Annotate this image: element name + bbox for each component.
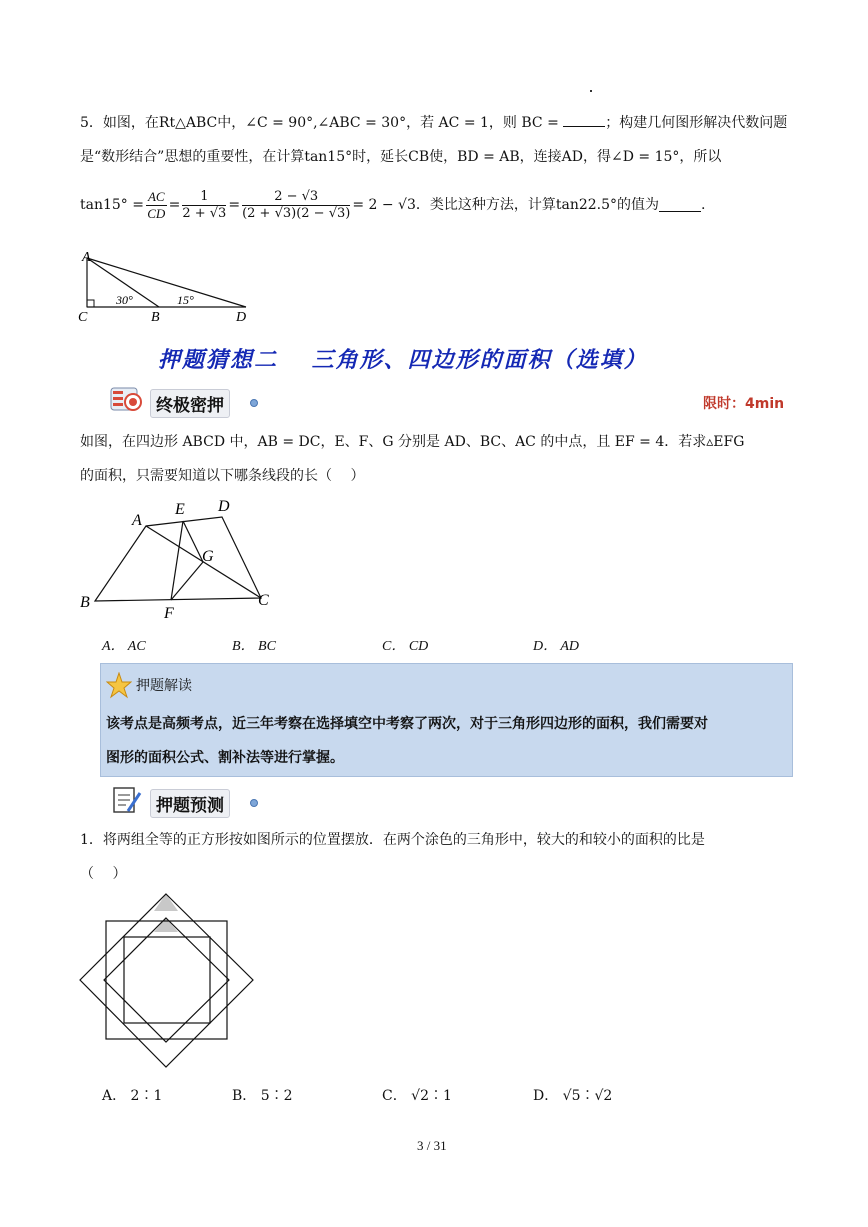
q5-line1 (80, 113, 787, 133)
q5-line2: 是“数形结合”思想的重要性，在计算tan15°时，延长CB使，BD = AB，连接AD，得∠D = 15°，所以 (80, 149, 722, 165)
q5-formula-result: = 2 − √3 (352, 197, 416, 213)
time-limit: 限时：4min (703, 396, 785, 412)
problem-option-d[interactable]: D． AD (533, 639, 580, 654)
label-F: F (164, 605, 174, 622)
badge-predict: 押题预测 (150, 789, 230, 818)
badge-final: 终极密押 (150, 389, 230, 418)
badge-dot (250, 399, 258, 407)
small-shaded-triangle (154, 918, 178, 932)
star-icon (106, 672, 132, 704)
label-c: C (78, 310, 88, 325)
label-E: E (175, 501, 185, 518)
q1-option-c[interactable]: C． √2∶1 (382, 1088, 452, 1104)
quadrilateral-figure (76, 492, 276, 622)
problem-line2: 的面积，只需要知道以下哪条线段的长（ ） (80, 468, 365, 484)
squares-figure (76, 888, 260, 1072)
problem-option-a[interactable]: A． AC (102, 639, 146, 654)
q1-line1: 1．将两组全等的正方形按如图所示的位置摆放．在两个涂色的三角形中，较大的和较小的面积的比是 (80, 832, 705, 848)
q1-option-d[interactable]: D． √5∶√2 (533, 1088, 613, 1104)
q5-blank-bc (563, 114, 605, 127)
angle-15: 15° (177, 293, 194, 307)
fraction-1-over: $\frac{1}{2 + √3}$ (182, 188, 227, 221)
q5-formula-tail: ．类比这种方法，计算tan22.5°的值为 (415, 197, 660, 213)
q5-formula: tan15° = $\frac{AC}{CD}$ = $\frac{1}{2 + √3}$ = $\frac{2 - √3}{(2 + √3)(2 - √3)}$ = 2 − √3 ．类比这种方法，计算tan22.5°的值为 . (80, 188, 706, 221)
q5-line1-text: 5．如图，在Rt△ABC中，∠C = 90°,∠ABC = 30°，若 AC = 1，则 BC = (80, 115, 564, 131)
insight-text-2: 图形的面积公式、割补法等进行掌握。 (106, 750, 344, 766)
problem-option-b[interactable]: B． BC (232, 639, 276, 654)
insight-title: 押题解读 (136, 678, 192, 694)
label-B: B (80, 594, 90, 611)
fraction-ac-cd: $\frac{AC}{CD}$ (147, 188, 166, 221)
q1-line2: （ ） (80, 866, 127, 882)
insight-text-1: 该考点是高频考点，近三年考察在选择填空中考察了两次，对于三角形四边形的面积，我们需要对 (106, 716, 708, 732)
page-number: 3 / 31 (417, 1138, 447, 1153)
q5-formula-end: . (701, 197, 706, 213)
target-icon (110, 386, 144, 414)
label-D: D (218, 498, 230, 515)
page-mark (590, 90, 592, 92)
problem-option-c[interactable]: C． CD (382, 639, 429, 654)
label-G: G (202, 548, 214, 565)
label-a: A (82, 250, 91, 265)
fraction-rationalized: $\frac{2 - √3}{(2 + √3)(2 - √3)}$ (242, 188, 351, 221)
q1-option-a[interactable]: A． 2∶1 (102, 1088, 163, 1104)
label-b: B (151, 310, 160, 325)
section-title: 押题猜想二 三角形、四边形的面积（选填） (158, 348, 648, 373)
label-C: C (258, 592, 269, 609)
angle-30: 30° (116, 293, 133, 307)
q5-formula-prefix: tan15° = (80, 197, 144, 213)
problem-line1: 如图，在四边形 ABCD 中，AB = DC，E、F、G 分别是 AD、BC、AC 的中点，且 EF = 4．若求▵EFG (80, 434, 745, 450)
q5-triangle-figure (76, 246, 256, 326)
q5-blank-tan (659, 199, 701, 212)
insight-box (100, 663, 793, 777)
predict-dot (250, 799, 258, 807)
notepad-icon (112, 785, 142, 819)
label-A: A (132, 512, 142, 529)
q1-option-b[interactable]: B． 5∶2 (232, 1088, 293, 1104)
label-d: D (236, 310, 247, 325)
q5-line1-tail: ；构建几何图形解决代数问题 (605, 115, 788, 131)
